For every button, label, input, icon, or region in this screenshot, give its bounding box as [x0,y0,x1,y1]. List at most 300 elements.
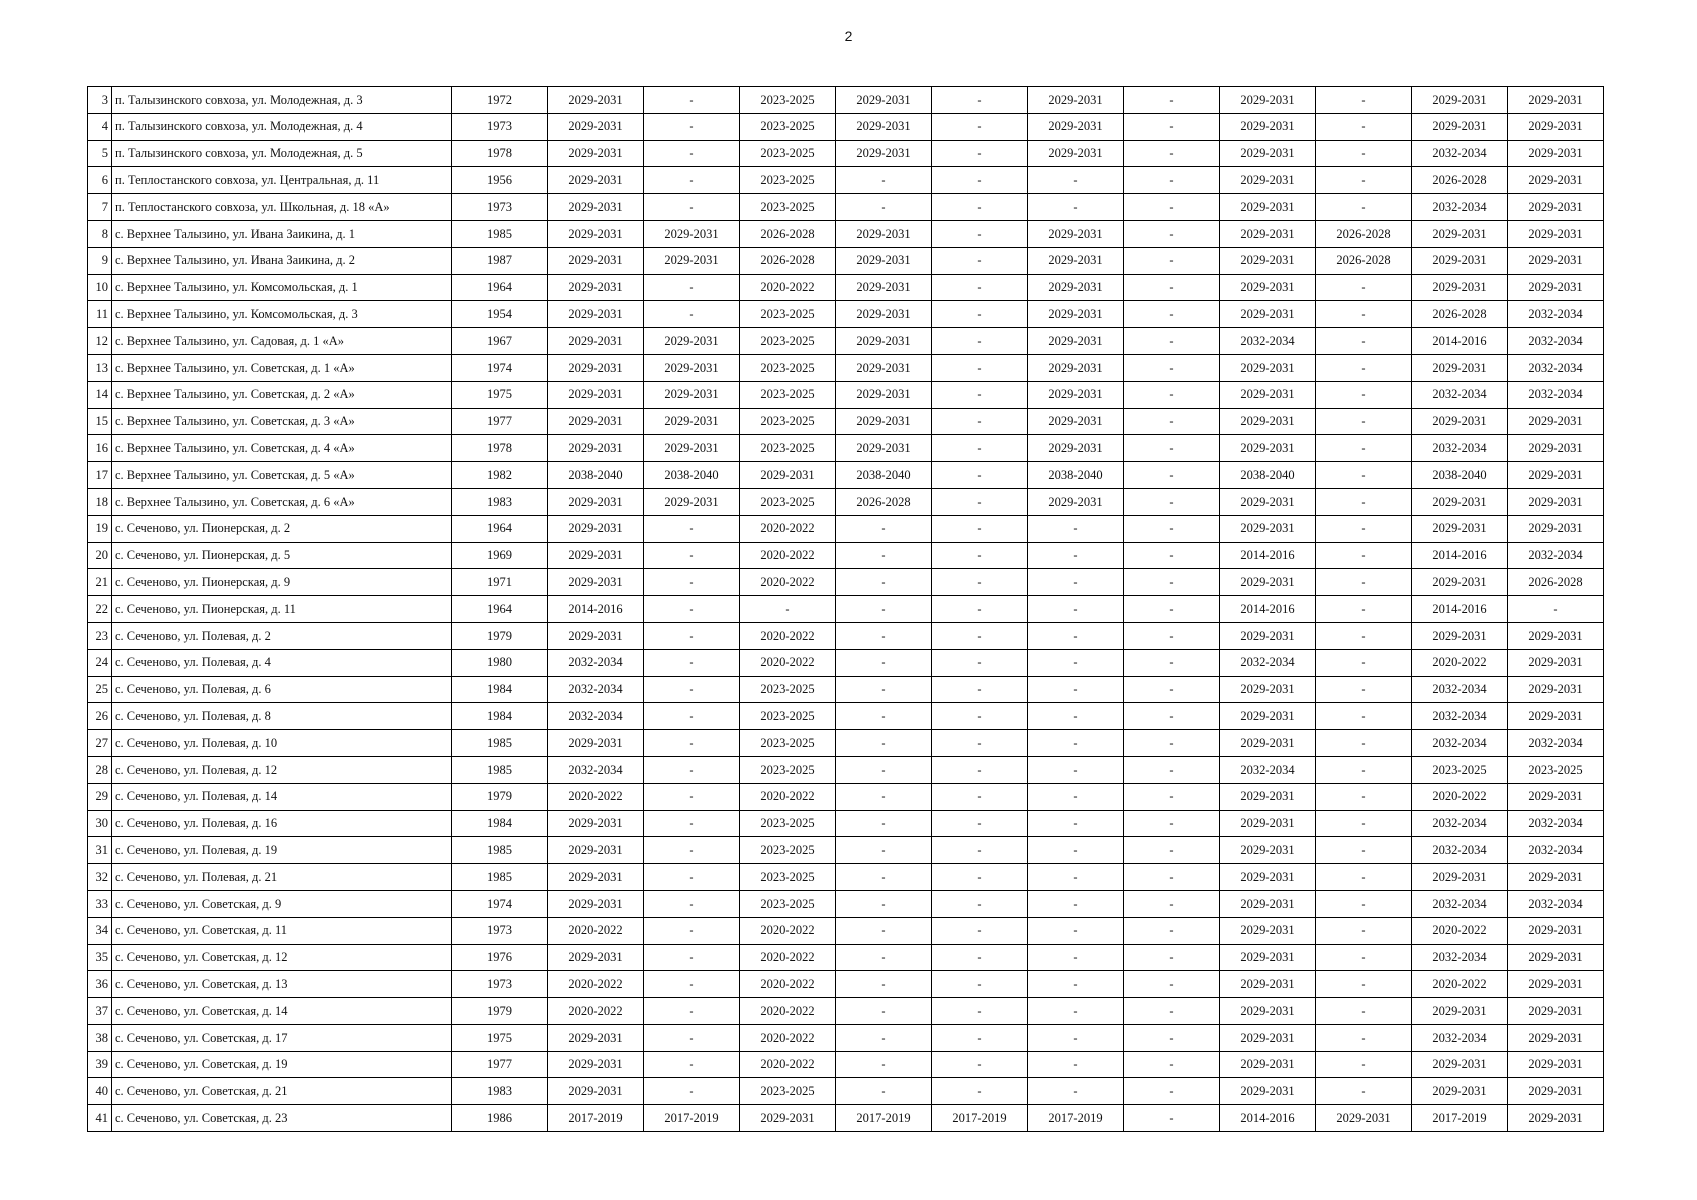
year-cell: 1954 [452,301,548,328]
period-cell: - [932,1051,1028,1078]
period-cell: 2029-2031 [1028,274,1124,301]
year-cell: 1974 [452,354,548,381]
period-cell: 2029-2031 [1508,676,1604,703]
table-row [88,542,1604,569]
period-cell: 2023-2025 [1508,756,1604,783]
period-cell: - [1316,435,1412,462]
period-cell: - [740,596,836,623]
period-cell: - [1124,676,1220,703]
period-cell: - [1124,328,1220,355]
period-cell: 2023-2025 [740,167,836,194]
period-cell: 2020-2022 [548,971,644,998]
period-cell: - [932,890,1028,917]
period-cell: 2038-2040 [1028,462,1124,489]
period-cell: 2038-2040 [644,462,740,489]
period-cell: 2020-2022 [740,1051,836,1078]
row-number-cell: 36 [88,971,112,998]
period-cell: 2032-2034 [1220,756,1316,783]
period-cell: 2032-2034 [548,703,644,730]
address-cell: с. Сеченово, ул. Полевая, д. 19 [112,837,452,864]
period-cell: - [1028,167,1124,194]
year-cell: 1979 [452,783,548,810]
period-cell: - [836,756,932,783]
period-cell: 2029-2031 [1220,998,1316,1025]
period-cell: - [932,1024,1028,1051]
period-cell: 2029-2031 [1412,488,1508,515]
period-cell: - [644,864,740,891]
period-cell: 2014-2016 [548,596,644,623]
period-cell: 2029-2031 [1028,113,1124,140]
period-cell: 2029-2031 [548,140,644,167]
period-cell: 2029-2031 [1220,971,1316,998]
period-cell: 2029-2031 [1220,220,1316,247]
period-cell: - [1028,194,1124,221]
period-cell: - [932,676,1028,703]
address-cell: с. Сеченово, ул. Полевая, д. 16 [112,810,452,837]
period-cell: - [1124,1024,1220,1051]
period-cell: - [644,890,740,917]
period-cell: 2032-2034 [1220,649,1316,676]
period-cell: - [932,328,1028,355]
period-cell: 2029-2031 [1412,622,1508,649]
period-cell: 2023-2025 [740,488,836,515]
period-cell: 2029-2031 [1220,1078,1316,1105]
period-cell: 2029-2031 [1220,837,1316,864]
period-cell: - [1124,515,1220,542]
period-cell: - [644,730,740,757]
period-cell: - [932,837,1028,864]
period-cell: - [1316,998,1412,1025]
period-cell: - [932,703,1028,730]
period-cell: - [1028,730,1124,757]
period-cell: 2029-2031 [1508,194,1604,221]
period-cell: - [1028,542,1124,569]
address-cell: с. Сеченово, ул. Полевая, д. 4 [112,649,452,676]
table-row [88,1105,1604,1132]
period-cell: 2029-2031 [1220,676,1316,703]
table-row [88,998,1604,1025]
period-cell: - [1316,596,1412,623]
row-number-cell: 25 [88,676,112,703]
row-number-cell: 6 [88,167,112,194]
period-cell: - [932,998,1028,1025]
period-cell: - [1316,87,1412,114]
period-cell: 2020-2022 [740,649,836,676]
row-number-cell: 13 [88,354,112,381]
period-cell: - [1124,220,1220,247]
table-row [88,87,1604,114]
period-cell: - [1316,515,1412,542]
period-cell: 2029-2031 [1508,1078,1604,1105]
period-cell: - [1028,971,1124,998]
period-cell: 2029-2031 [1508,435,1604,462]
period-cell: 2017-2019 [1028,1105,1124,1132]
period-cell: - [1028,703,1124,730]
period-cell: - [836,783,932,810]
period-cell: 2029-2031 [1508,703,1604,730]
period-cell: 2029-2031 [548,944,644,971]
period-cell: 2020-2022 [1412,649,1508,676]
period-cell: 2029-2031 [1508,917,1604,944]
period-cell: 2029-2031 [548,167,644,194]
period-cell: 2032-2034 [1220,328,1316,355]
period-cell: 2029-2031 [836,301,932,328]
period-cell: - [1316,837,1412,864]
period-cell: - [644,944,740,971]
period-cell: - [1316,649,1412,676]
year-cell: 1974 [452,890,548,917]
period-cell: 2029-2031 [836,87,932,114]
period-cell: - [836,890,932,917]
period-cell: 2029-2031 [548,328,644,355]
period-cell: 2029-2031 [548,301,644,328]
row-number-cell: 40 [88,1078,112,1105]
period-cell: - [836,194,932,221]
period-cell: - [1028,756,1124,783]
year-cell: 1964 [452,274,548,301]
period-cell: 2029-2031 [548,569,644,596]
period-cell: - [1316,354,1412,381]
period-cell: - [1124,1078,1220,1105]
period-cell: - [1124,247,1220,274]
period-cell: - [644,1024,740,1051]
schedule-table [87,86,1604,1132]
row-number-cell: 34 [88,917,112,944]
year-cell: 1973 [452,971,548,998]
period-cell: - [1316,113,1412,140]
period-cell: 2029-2031 [548,435,644,462]
row-number-cell: 29 [88,783,112,810]
period-cell: - [1316,408,1412,435]
period-cell: 2029-2031 [1220,113,1316,140]
table-row [88,247,1604,274]
period-cell: 2029-2031 [1028,435,1124,462]
period-cell: 2029-2031 [836,435,932,462]
year-cell: 1979 [452,998,548,1025]
period-cell: 2029-2031 [1508,87,1604,114]
period-cell: 2023-2025 [740,354,836,381]
table-row [88,220,1604,247]
table-row [88,381,1604,408]
period-cell: 2032-2034 [1412,730,1508,757]
period-cell: - [1316,488,1412,515]
period-cell: - [644,676,740,703]
period-cell: 2020-2022 [740,542,836,569]
period-cell: - [1124,140,1220,167]
period-cell: 2032-2034 [1508,328,1604,355]
page-number: 2 [844,28,853,44]
period-cell: - [932,596,1028,623]
period-cell: - [932,569,1028,596]
year-cell: 1956 [452,167,548,194]
period-cell: - [644,622,740,649]
row-number-cell: 11 [88,301,112,328]
period-cell: 2029-2031 [548,622,644,649]
period-cell: - [932,810,1028,837]
row-number-cell: 35 [88,944,112,971]
period-cell: 2029-2031 [644,381,740,408]
period-cell: 2029-2031 [1220,864,1316,891]
period-cell: 2032-2034 [1412,837,1508,864]
year-cell: 1973 [452,917,548,944]
period-cell: - [1124,354,1220,381]
period-cell: 2026-2028 [1316,247,1412,274]
period-cell: - [1124,408,1220,435]
period-cell: - [1124,971,1220,998]
table-row [88,730,1604,757]
table-body [88,87,1604,1132]
period-cell: 2029-2031 [1508,488,1604,515]
period-cell: 2020-2022 [740,515,836,542]
period-cell: - [932,649,1028,676]
period-cell: 2029-2031 [1220,435,1316,462]
row-number-cell: 37 [88,998,112,1025]
period-cell: 2029-2031 [1220,944,1316,971]
period-cell: 2029-2031 [1508,247,1604,274]
period-cell: - [644,1051,740,1078]
period-cell: 2029-2031 [1412,515,1508,542]
year-cell: 1983 [452,488,548,515]
row-number-cell: 12 [88,328,112,355]
period-cell: 2029-2031 [1412,113,1508,140]
year-cell: 1985 [452,220,548,247]
period-cell: 2029-2031 [548,1024,644,1051]
period-cell: 2032-2034 [1412,810,1508,837]
period-cell: - [836,810,932,837]
period-cell: 2020-2022 [740,1024,836,1051]
period-cell: 2029-2031 [1508,649,1604,676]
period-cell: - [932,622,1028,649]
period-cell: 2029-2031 [1028,87,1124,114]
period-cell: - [1124,435,1220,462]
period-cell: 2014-2016 [1220,1105,1316,1132]
table-row [88,194,1604,221]
period-cell: 2032-2034 [1508,301,1604,328]
period-cell: 2026-2028 [740,247,836,274]
period-cell: 2023-2025 [740,864,836,891]
period-cell: - [1124,1051,1220,1078]
period-cell: 2029-2031 [1508,167,1604,194]
period-cell: - [1028,569,1124,596]
period-cell: 2029-2031 [836,381,932,408]
address-cell: п. Талызинского совхоза, ул. Молодежная, д. 5 [112,140,452,167]
period-cell: 2029-2031 [644,354,740,381]
period-cell: - [1124,113,1220,140]
period-cell: - [932,730,1028,757]
period-cell: - [932,354,1028,381]
period-cell: - [1124,730,1220,757]
row-number-cell: 4 [88,113,112,140]
table-row [88,354,1604,381]
address-cell: с. Сеченово, ул. Пионерская, д. 11 [112,596,452,623]
year-cell: 1985 [452,864,548,891]
row-number-cell: 10 [88,274,112,301]
row-number-cell: 8 [88,220,112,247]
period-cell: 2032-2034 [1508,542,1604,569]
period-cell: - [1124,756,1220,783]
period-cell: - [836,569,932,596]
period-cell: - [1028,1024,1124,1051]
table-row [88,622,1604,649]
period-cell: 2014-2016 [1412,542,1508,569]
table-row [88,1024,1604,1051]
period-cell: - [1508,596,1604,623]
period-cell: - [836,998,932,1025]
period-cell: - [1124,488,1220,515]
period-cell: - [1028,783,1124,810]
period-cell: 2038-2040 [1412,462,1508,489]
row-number-cell: 33 [88,890,112,917]
period-cell: - [932,1078,1028,1105]
period-cell: - [836,167,932,194]
period-cell: 2029-2031 [1028,247,1124,274]
period-cell: - [1316,1024,1412,1051]
address-cell: с. Сеченово, ул. Советская, д. 9 [112,890,452,917]
row-number-cell: 3 [88,87,112,114]
period-cell: 2032-2034 [1412,676,1508,703]
row-number-cell: 30 [88,810,112,837]
address-cell: с. Сеченово, ул. Пионерская, д. 2 [112,515,452,542]
year-cell: 1985 [452,756,548,783]
period-cell: 2029-2031 [1412,1051,1508,1078]
year-cell: 1973 [452,194,548,221]
period-cell: - [1124,783,1220,810]
table-row [88,113,1604,140]
period-cell: 2029-2031 [1412,354,1508,381]
period-cell: 2029-2031 [644,220,740,247]
period-cell: 2029-2031 [1220,488,1316,515]
period-cell: 2029-2031 [644,488,740,515]
period-cell: 2032-2034 [1412,1024,1508,1051]
period-cell: - [1028,1051,1124,1078]
period-cell: 2026-2028 [740,220,836,247]
period-cell: 2029-2031 [548,408,644,435]
address-cell: с. Верхнее Талызино, ул. Советская, д. 4 «А» [112,435,452,462]
period-cell: 2029-2031 [1508,944,1604,971]
period-cell: 2032-2034 [1508,381,1604,408]
year-cell: 1969 [452,542,548,569]
address-cell: с. Сеченово, ул. Советская, д. 11 [112,917,452,944]
period-cell: - [1028,890,1124,917]
table-row [88,676,1604,703]
row-number-cell: 39 [88,1051,112,1078]
period-cell: 2026-2028 [1412,167,1508,194]
period-cell: - [644,810,740,837]
period-cell: 2029-2031 [836,140,932,167]
period-cell: 2029-2031 [1508,274,1604,301]
period-cell: - [1316,622,1412,649]
row-number-cell: 24 [88,649,112,676]
period-cell: - [836,542,932,569]
period-cell: 2029-2031 [548,488,644,515]
year-cell: 1964 [452,515,548,542]
period-cell: 2020-2022 [740,783,836,810]
period-cell: 2023-2025 [740,756,836,783]
period-cell: 2029-2031 [1508,998,1604,1025]
table-row [88,864,1604,891]
period-cell: 2029-2031 [1220,569,1316,596]
period-cell: 2032-2034 [1508,890,1604,917]
period-cell: 2029-2031 [1508,783,1604,810]
period-cell: 2029-2031 [1220,301,1316,328]
period-cell: - [644,917,740,944]
period-cell: 2029-2031 [836,113,932,140]
table-row [88,837,1604,864]
year-cell: 1971 [452,569,548,596]
period-cell: - [1316,783,1412,810]
period-cell: 2029-2031 [1508,408,1604,435]
year-cell: 1979 [452,622,548,649]
period-cell: - [1316,730,1412,757]
period-cell: 2026-2028 [1508,569,1604,596]
period-cell: 2014-2016 [1220,542,1316,569]
period-cell: 2029-2031 [1412,408,1508,435]
year-cell: 1975 [452,381,548,408]
year-cell: 1985 [452,730,548,757]
period-cell: 2029-2031 [1028,408,1124,435]
row-number-cell: 17 [88,462,112,489]
row-number-cell: 23 [88,622,112,649]
period-cell: - [1124,381,1220,408]
address-cell: с. Верхнее Талызино, ул. Ивана Заикина, д. 2 [112,247,452,274]
period-cell: 2020-2022 [740,274,836,301]
row-number-cell: 20 [88,542,112,569]
period-cell: 2020-2022 [740,998,836,1025]
period-cell: - [836,864,932,891]
period-cell: 2029-2031 [644,435,740,462]
period-cell: 2029-2031 [1220,194,1316,221]
period-cell: 2032-2034 [1508,730,1604,757]
address-cell: с. Верхнее Талызино, ул. Советская, д. 2 «А» [112,381,452,408]
period-cell: - [1316,274,1412,301]
period-cell: 2029-2031 [644,247,740,274]
period-cell: 2029-2031 [1412,998,1508,1025]
period-cell: 2029-2031 [1028,220,1124,247]
period-cell: - [932,194,1028,221]
period-cell: - [1124,569,1220,596]
address-cell: с. Сеченово, ул. Полевая, д. 6 [112,676,452,703]
period-cell: - [1316,462,1412,489]
period-cell: - [644,274,740,301]
table-row [88,569,1604,596]
period-cell: 2023-2025 [740,140,836,167]
period-cell: - [1124,1105,1220,1132]
period-cell: 2029-2031 [1220,515,1316,542]
period-cell: 2032-2034 [1508,354,1604,381]
period-cell: 2029-2031 [1028,301,1124,328]
period-cell: 2023-2025 [740,408,836,435]
address-cell: с. Сеченово, ул. Пионерская, д. 5 [112,542,452,569]
table-row [88,703,1604,730]
row-number-cell: 18 [88,488,112,515]
period-cell: - [836,515,932,542]
period-cell: 2023-2025 [740,113,836,140]
period-cell: - [644,87,740,114]
period-cell: 2023-2025 [740,730,836,757]
period-cell: 2020-2022 [740,569,836,596]
period-cell: 2026-2028 [836,488,932,515]
period-cell: 2029-2031 [548,274,644,301]
period-cell: - [836,649,932,676]
period-cell: - [1316,328,1412,355]
table-row [88,596,1604,623]
period-cell: 2029-2031 [1508,113,1604,140]
address-cell: с. Сеченово, ул. Полевая, д. 10 [112,730,452,757]
year-cell: 1977 [452,408,548,435]
period-cell: 2029-2031 [1220,87,1316,114]
period-cell: - [932,971,1028,998]
table-row [88,810,1604,837]
